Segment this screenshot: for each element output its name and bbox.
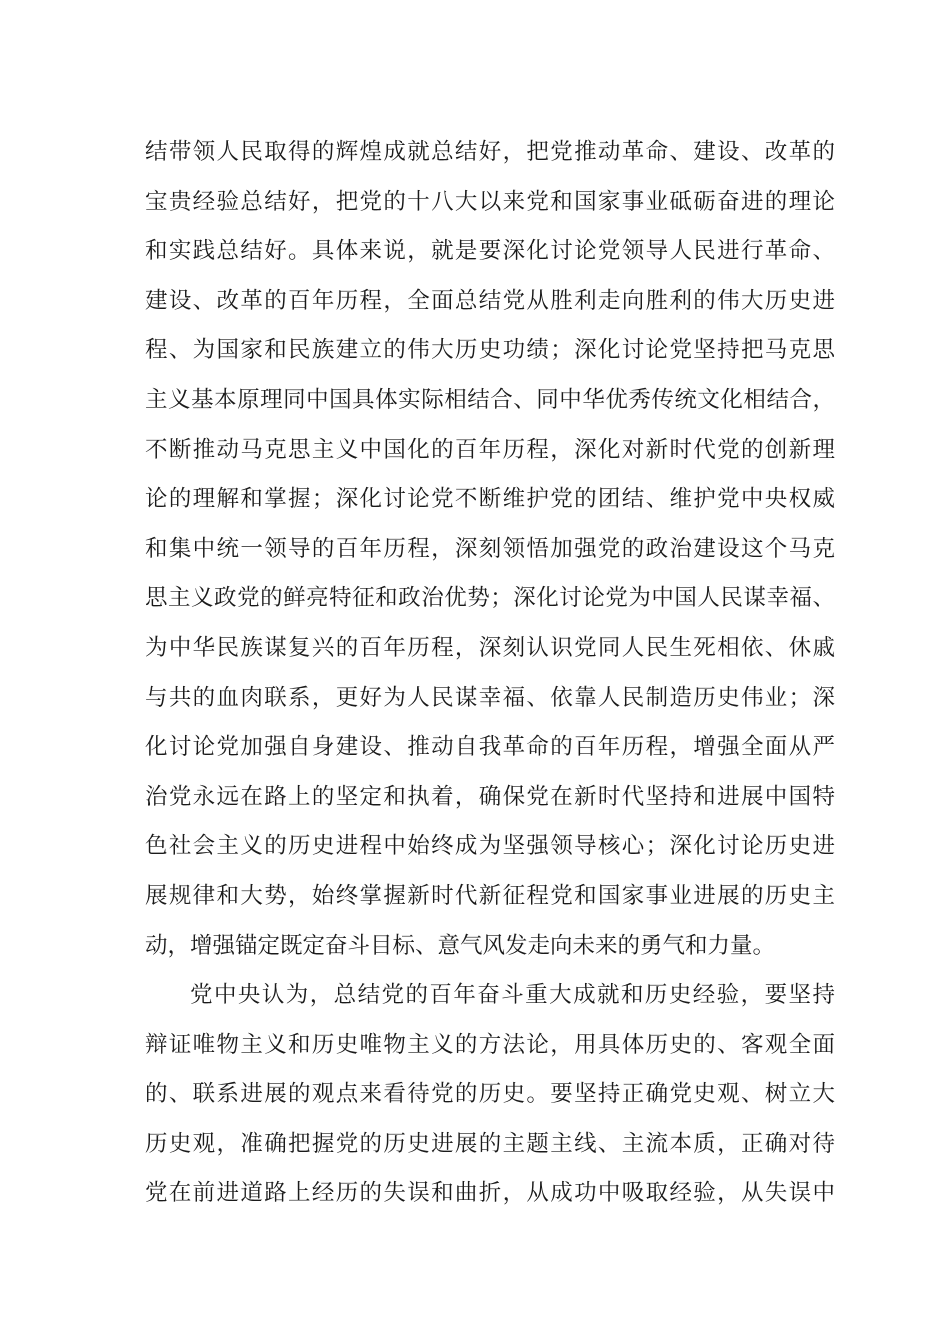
paragraph-2 xyxy=(145,975,835,1223)
paragraph-line: 为中华民族谋复兴的百年历程，深刻认识党同人民生死相依、休戚 xyxy=(145,634,835,661)
paragraph-line: 程、为国家和民族建立的伟大历史功绩；深化讨论党坚持把马克思 xyxy=(145,337,835,364)
paragraph-line: 论的理解和掌握；深化讨论党不断维护党的团结、维护党中央权威 xyxy=(145,486,835,513)
paragraph-line: 和集中统一领导的百年历程，深刻领悟加强党的政治建设这个马克 xyxy=(145,535,835,562)
paragraph-line: 色社会主义的历史进程中始终成为坚强领导核心；深化讨论历史进 xyxy=(145,833,835,860)
paragraph-line: 宝贵经验总结好，把党的十八大以来党和国家事业砥砺奋进的理论 xyxy=(145,188,835,215)
paragraph-line: 的、联系进展的观点来看待党的历史。要坚持正确党史观、树立大 xyxy=(145,1081,835,1108)
paragraph-line: 与共的血肉联系，更好为人民谋幸福、依靠人民制造历史伟业；深 xyxy=(145,684,835,711)
paragraph-line: 辩证唯物主义和历史唯物主义的方法论，用具体历史的、客观全面 xyxy=(145,1031,835,1058)
paragraph-line: 结带领人民取得的辉煌成就总结好，把党推动革命、建设、改革的 xyxy=(145,139,835,165)
paragraph-line: 主义基本原理同中国具体实际相结合、同中华优秀传统文化相结合， xyxy=(145,386,835,413)
paragraph-line: 治党永远在路上的坚定和执着，确保党在新时代坚持和进展中国特 xyxy=(145,783,835,810)
paragraph-line: 和实践总结好。具体来说，就是要深化讨论党领导人民进行革命、 xyxy=(145,238,835,265)
paragraph-line: 党中央认为，总结党的百年奋斗重大成就和历史经验，要坚持 xyxy=(190,982,835,1009)
paragraph-line: 动，增强锚定既定奋斗目标、意气风发走向未来的勇气和力量。 xyxy=(145,932,776,959)
paragraph-line: 不断推动马克思主义中国化的百年历程，深化对新时代党的创新理 xyxy=(145,436,835,463)
paragraph-line: 建设、改革的百年历程，全面总结党从胜利走向胜利的伟大历史进 xyxy=(145,287,835,314)
document-body xyxy=(145,132,835,1223)
paragraph-line: 党在前进道路上经历的失误和曲折，从成功中吸取经验，从失误中 xyxy=(145,1180,835,1207)
paragraph-line: 思主义政党的鲜亮特征和政治优势；深化讨论党为中国人民谋幸福、 xyxy=(145,585,835,612)
paragraph-line: 化讨论党加强自身建设、推动自我革命的百年历程，增强全面从严 xyxy=(145,734,835,761)
paragraph-1 xyxy=(145,132,835,975)
paragraph-line: 历史观，准确把握党的历史进展的主题主线、主流本质，正确对待 xyxy=(145,1130,835,1157)
paragraph-line: 展规律和大势，始终掌握新时代新征程党和国家事业进展的历史主 xyxy=(145,882,835,909)
